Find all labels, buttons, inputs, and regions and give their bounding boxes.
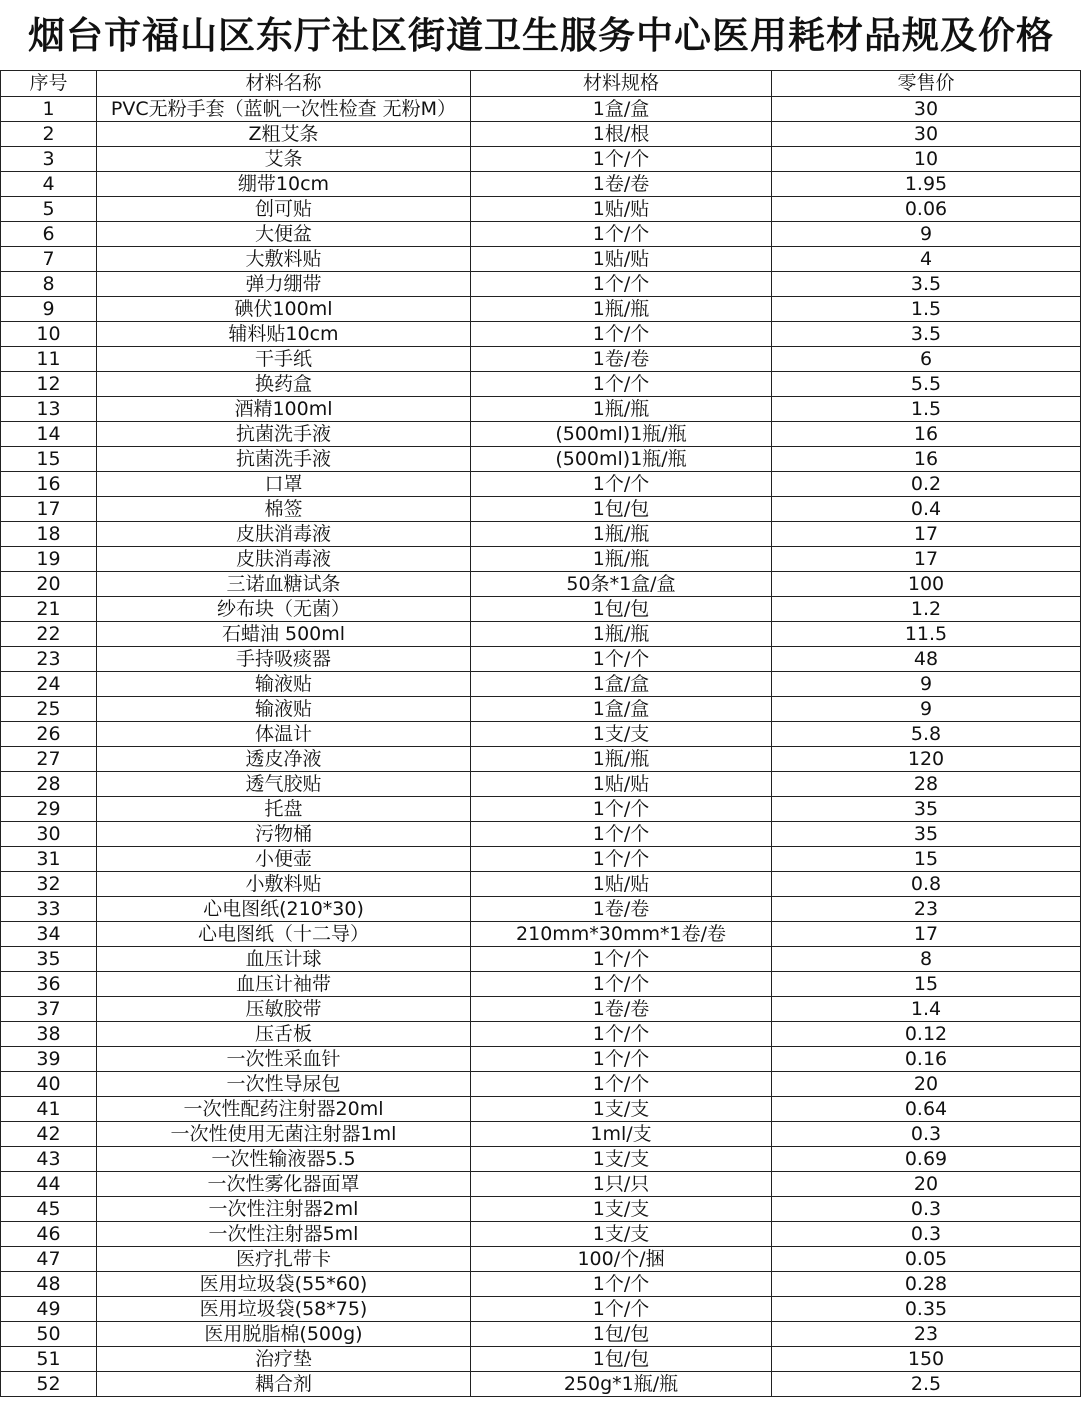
material-name: 抗菌洗手液 [97, 422, 471, 447]
table-row [1, 722, 1081, 747]
retail-price: 1.5 [772, 397, 1081, 422]
material-name: 一次性输液器5.5 [97, 1147, 471, 1172]
material-name: 三诺血糖试条 [97, 572, 471, 597]
retail-price: 9 [772, 672, 1081, 697]
material-name: 弹力绷带 [97, 272, 471, 297]
row-index: 46 [1, 1222, 97, 1247]
material-spec: 1包/包 [471, 1347, 772, 1372]
retail-price: 15 [772, 847, 1081, 872]
material-name: 耦合剂 [97, 1372, 471, 1397]
row-index: 8 [1, 272, 97, 297]
material-spec: 210mm*30mm*1卷/卷 [471, 922, 772, 947]
table-row [1, 1147, 1081, 1172]
material-spec: 1瓶/瓶 [471, 622, 772, 647]
row-index: 25 [1, 697, 97, 722]
row-index: 36 [1, 972, 97, 997]
row-index: 33 [1, 897, 97, 922]
row-index: 48 [1, 1272, 97, 1297]
row-index: 13 [1, 397, 97, 422]
material-spec: 1卷/卷 [471, 897, 772, 922]
header-retail-price: 零售价 [772, 71, 1081, 97]
table-body [1, 97, 1081, 1397]
material-name: 托盘 [97, 797, 471, 822]
retail-price: 11.5 [772, 622, 1081, 647]
table-row [1, 597, 1081, 622]
table-row [1, 1122, 1081, 1147]
row-index: 37 [1, 997, 97, 1022]
table-row [1, 1222, 1081, 1247]
material-name: 大敷料贴 [97, 247, 471, 272]
row-index: 2 [1, 122, 97, 147]
material-spec: 1个/个 [471, 797, 772, 822]
material-name: PVC无粉手套（蓝帆一次性检查 无粉M） [97, 97, 471, 122]
table-row [1, 147, 1081, 172]
retail-price: 0.2 [772, 472, 1081, 497]
material-name: 治疗垫 [97, 1347, 471, 1372]
retail-price: 35 [772, 797, 1081, 822]
row-index: 12 [1, 372, 97, 397]
material-name: 体温计 [97, 722, 471, 747]
retail-price: 17 [772, 922, 1081, 947]
row-index: 38 [1, 1022, 97, 1047]
row-index: 24 [1, 672, 97, 697]
row-index: 26 [1, 722, 97, 747]
table-row [1, 972, 1081, 997]
retail-price: 0.12 [772, 1022, 1081, 1047]
material-spec: 1个/个 [471, 272, 772, 297]
retail-price: 0.8 [772, 872, 1081, 897]
retail-price: 6 [772, 347, 1081, 372]
material-name: 纱布块（无菌） [97, 597, 471, 622]
table-row [1, 347, 1081, 372]
material-name: Z粗艾条 [97, 122, 471, 147]
table-row [1, 1072, 1081, 1097]
row-index: 28 [1, 772, 97, 797]
table-row [1, 222, 1081, 247]
table-row [1, 197, 1081, 222]
material-spec: 1个/个 [471, 222, 772, 247]
row-index: 21 [1, 597, 97, 622]
material-spec: 1ml/支 [471, 1122, 772, 1147]
retail-price: 17 [772, 547, 1081, 572]
material-name: 石蜡油 500ml [97, 622, 471, 647]
table-row [1, 372, 1081, 397]
table-row [1, 572, 1081, 597]
material-spec: 1支/支 [471, 1222, 772, 1247]
row-index: 40 [1, 1072, 97, 1097]
row-index: 34 [1, 922, 97, 947]
table-row [1, 1347, 1081, 1372]
material-name: 一次性注射器2ml [97, 1197, 471, 1222]
table-row [1, 422, 1081, 447]
material-spec: 1盒/盒 [471, 672, 772, 697]
header-material-name: 材料名称 [97, 71, 471, 97]
material-spec: 1个/个 [471, 647, 772, 672]
retail-price: 0.3 [772, 1197, 1081, 1222]
material-spec: 1个/个 [471, 947, 772, 972]
row-index: 22 [1, 622, 97, 647]
table-row [1, 297, 1081, 322]
retail-price: 1.95 [772, 172, 1081, 197]
table-row [1, 1197, 1081, 1222]
material-name: 大便盆 [97, 222, 471, 247]
row-index: 15 [1, 447, 97, 472]
material-spec: 1个/个 [471, 1072, 772, 1097]
row-index: 49 [1, 1297, 97, 1322]
retail-price: 3.5 [772, 322, 1081, 347]
row-index: 1 [1, 97, 97, 122]
material-name: 医用垃圾袋(55*60) [97, 1272, 471, 1297]
material-name: 输液贴 [97, 672, 471, 697]
table-row [1, 1372, 1081, 1397]
material-spec: 1卷/卷 [471, 172, 772, 197]
material-spec: 100/个/捆 [471, 1247, 772, 1272]
retail-price: 35 [772, 822, 1081, 847]
material-name: 医用脱脂棉(500g) [97, 1322, 471, 1347]
retail-price: 150 [772, 1347, 1081, 1372]
material-name: 输液贴 [97, 697, 471, 722]
material-spec: 250g*1瓶/瓶 [471, 1372, 772, 1397]
table-row [1, 1097, 1081, 1122]
row-index: 10 [1, 322, 97, 347]
material-spec: 1个/个 [471, 1047, 772, 1072]
material-name: 心电图纸(210*30) [97, 897, 471, 922]
table-row [1, 697, 1081, 722]
row-index: 11 [1, 347, 97, 372]
material-spec: 1根/根 [471, 122, 772, 147]
retail-price: 20 [772, 1072, 1081, 1097]
row-index: 9 [1, 297, 97, 322]
material-spec: 1贴/贴 [471, 772, 772, 797]
row-index: 4 [1, 172, 97, 197]
retail-price: 9 [772, 222, 1081, 247]
material-spec: 1瓶/瓶 [471, 547, 772, 572]
row-index: 41 [1, 1097, 97, 1122]
material-name: 一次性导尿包 [97, 1072, 471, 1097]
retail-price: 9 [772, 697, 1081, 722]
material-spec: 1卷/卷 [471, 997, 772, 1022]
table-row [1, 1322, 1081, 1347]
material-spec: 1贴/贴 [471, 247, 772, 272]
material-spec: 1个/个 [471, 1022, 772, 1047]
material-spec: 1贴/贴 [471, 197, 772, 222]
retail-price: 0.3 [772, 1222, 1081, 1247]
row-index: 3 [1, 147, 97, 172]
row-index: 23 [1, 647, 97, 672]
retail-price: 120 [772, 747, 1081, 772]
material-name: 手持吸痰器 [97, 647, 471, 672]
material-name: 皮肤消毒液 [97, 522, 471, 547]
retail-price: 0.35 [772, 1297, 1081, 1322]
retail-price: 1.2 [772, 597, 1081, 622]
row-index: 50 [1, 1322, 97, 1347]
retail-price: 100 [772, 572, 1081, 597]
material-name: 一次性使用无菌注射器1ml [97, 1122, 471, 1147]
material-spec: 1个/个 [471, 1297, 772, 1322]
header-index: 序号 [1, 71, 97, 97]
row-index: 39 [1, 1047, 97, 1072]
retail-price: 8 [772, 947, 1081, 972]
material-spec: (500ml)1瓶/瓶 [471, 447, 772, 472]
material-name: 心电图纸（十二导） [97, 922, 471, 947]
material-name: 压舌板 [97, 1022, 471, 1047]
retail-price: 0.06 [772, 197, 1081, 222]
retail-price: 1.4 [772, 997, 1081, 1022]
retail-price: 0.05 [772, 1247, 1081, 1272]
material-name: 一次性注射器5ml [97, 1222, 471, 1247]
table-row [1, 97, 1081, 122]
table-row [1, 647, 1081, 672]
retail-price: 20 [772, 1172, 1081, 1197]
row-index: 44 [1, 1172, 97, 1197]
table-row [1, 1297, 1081, 1322]
table-row [1, 897, 1081, 922]
retail-price: 2.5 [772, 1372, 1081, 1397]
material-spec: 1个/个 [471, 972, 772, 997]
table-row [1, 1272, 1081, 1297]
row-index: 27 [1, 747, 97, 772]
retail-price: 48 [772, 647, 1081, 672]
material-spec: 1瓶/瓶 [471, 747, 772, 772]
row-index: 30 [1, 822, 97, 847]
material-spec: 1支/支 [471, 722, 772, 747]
retail-price: 5.5 [772, 372, 1081, 397]
row-index: 35 [1, 947, 97, 972]
material-name: 一次性雾化器面罩 [97, 1172, 471, 1197]
material-name: 艾条 [97, 147, 471, 172]
retail-price: 30 [772, 97, 1081, 122]
table-row [1, 772, 1081, 797]
material-spec: 1只/只 [471, 1172, 772, 1197]
material-name: 透皮净液 [97, 747, 471, 772]
material-name: 换药盒 [97, 372, 471, 397]
header-material-spec: 材料规格 [471, 71, 772, 97]
retail-price: 5.8 [772, 722, 1081, 747]
material-spec: 1支/支 [471, 1097, 772, 1122]
retail-price: 16 [772, 422, 1081, 447]
material-spec: 1个/个 [471, 372, 772, 397]
table-row [1, 122, 1081, 147]
table-row [1, 547, 1081, 572]
table-row [1, 672, 1081, 697]
retail-price: 0.16 [772, 1047, 1081, 1072]
material-spec: 1支/支 [471, 1197, 772, 1222]
material-spec: 1瓶/瓶 [471, 397, 772, 422]
material-spec: 1个/个 [471, 1272, 772, 1297]
retail-price: 0.28 [772, 1272, 1081, 1297]
row-index: 42 [1, 1122, 97, 1147]
row-index: 19 [1, 547, 97, 572]
table-row [1, 997, 1081, 1022]
table-row [1, 497, 1081, 522]
material-name: 透气胶贴 [97, 772, 471, 797]
material-name: 血压计袖带 [97, 972, 471, 997]
material-spec: 1瓶/瓶 [471, 522, 772, 547]
table-row [1, 822, 1081, 847]
row-index: 32 [1, 872, 97, 897]
retail-price: 0.4 [772, 497, 1081, 522]
retail-price: 0.69 [772, 1147, 1081, 1172]
table-header-row [1, 71, 1081, 97]
material-name: 皮肤消毒液 [97, 547, 471, 572]
material-name: 口罩 [97, 472, 471, 497]
retail-price: 17 [772, 522, 1081, 547]
row-index: 47 [1, 1247, 97, 1272]
row-index: 45 [1, 1197, 97, 1222]
table-row [1, 1247, 1081, 1272]
retail-price: 30 [772, 122, 1081, 147]
table-row [1, 1022, 1081, 1047]
retail-price: 4 [772, 247, 1081, 272]
material-spec: (500ml)1瓶/瓶 [471, 422, 772, 447]
row-index: 51 [1, 1347, 97, 1372]
material-name: 一次性配药注射器20ml [97, 1097, 471, 1122]
material-name: 医疗扎带卡 [97, 1247, 471, 1272]
row-index: 31 [1, 847, 97, 872]
table-row [1, 947, 1081, 972]
table-row [1, 1172, 1081, 1197]
material-spec: 1支/支 [471, 1147, 772, 1172]
material-name: 辅料贴10cm [97, 322, 471, 347]
material-spec: 1贴/贴 [471, 872, 772, 897]
page-title: 烟台市福山区东厅社区街道卫生服务中心医用耗材品规及价格 [28, 14, 1054, 57]
row-index: 6 [1, 222, 97, 247]
row-index: 7 [1, 247, 97, 272]
material-spec: 1包/包 [471, 1322, 772, 1347]
material-spec: 1包/包 [471, 497, 772, 522]
table-row [1, 322, 1081, 347]
material-name: 压敏胶带 [97, 997, 471, 1022]
material-name: 棉签 [97, 497, 471, 522]
row-index: 20 [1, 572, 97, 597]
table-row [1, 847, 1081, 872]
table-row [1, 622, 1081, 647]
retail-price: 1.5 [772, 297, 1081, 322]
retail-price: 10 [772, 147, 1081, 172]
material-name: 抗菌洗手液 [97, 447, 471, 472]
material-name: 酒精100ml [97, 397, 471, 422]
material-name: 碘伏100ml [97, 297, 471, 322]
row-index: 5 [1, 197, 97, 222]
table-row [1, 472, 1081, 497]
row-index: 18 [1, 522, 97, 547]
material-name: 污物桶 [97, 822, 471, 847]
material-name: 创可贴 [97, 197, 471, 222]
row-index: 43 [1, 1147, 97, 1172]
material-spec: 1个/个 [471, 147, 772, 172]
table-row [1, 397, 1081, 422]
retail-price: 23 [772, 1322, 1081, 1347]
material-spec: 1瓶/瓶 [471, 297, 772, 322]
row-index: 52 [1, 1372, 97, 1397]
table-row [1, 172, 1081, 197]
retail-price: 28 [772, 772, 1081, 797]
table-row [1, 522, 1081, 547]
material-name: 小便壶 [97, 847, 471, 872]
table-row [1, 797, 1081, 822]
row-index: 29 [1, 797, 97, 822]
material-name: 小敷料贴 [97, 872, 471, 897]
table-row [1, 1047, 1081, 1072]
material-spec: 1包/包 [471, 597, 772, 622]
table-row [1, 922, 1081, 947]
table-row [1, 447, 1081, 472]
material-spec: 1个/个 [471, 322, 772, 347]
table-row [1, 872, 1081, 897]
retail-price: 0.64 [772, 1097, 1081, 1122]
table-row [1, 272, 1081, 297]
retail-price: 23 [772, 897, 1081, 922]
material-name: 干手纸 [97, 347, 471, 372]
material-spec: 1个/个 [471, 822, 772, 847]
retail-price: 15 [772, 972, 1081, 997]
retail-price: 16 [772, 447, 1081, 472]
row-index: 16 [1, 472, 97, 497]
price-table [0, 70, 1081, 1397]
material-name: 绷带10cm [97, 172, 471, 197]
table-row [1, 247, 1081, 272]
table-row [1, 747, 1081, 772]
material-name: 一次性采血针 [97, 1047, 471, 1072]
retail-price: 0.3 [772, 1122, 1081, 1147]
retail-price: 3.5 [772, 272, 1081, 297]
material-spec: 50条*1盒/盒 [471, 572, 772, 597]
material-spec: 1卷/卷 [471, 347, 772, 372]
material-name: 血压计球 [97, 947, 471, 972]
material-spec: 1个/个 [471, 472, 772, 497]
row-index: 17 [1, 497, 97, 522]
material-name: 医用垃圾袋(58*75) [97, 1297, 471, 1322]
row-index: 14 [1, 422, 97, 447]
material-spec: 1盒/盒 [471, 97, 772, 122]
material-spec: 1个/个 [471, 847, 772, 872]
material-spec: 1盒/盒 [471, 697, 772, 722]
